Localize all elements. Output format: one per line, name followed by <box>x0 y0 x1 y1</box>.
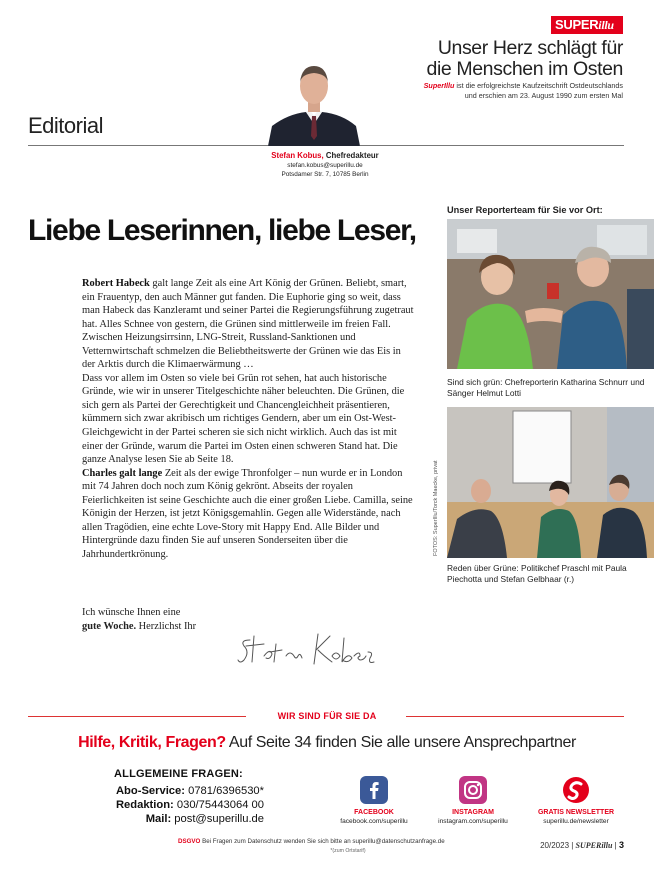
paragraph-1: Robert Habeck galt lange Zeit als eine Art König der Grünen. Beliebt, smart, ein Frauentyp, den auch Männer gut fanden. Die Euphorie ging so weit, dass man Habeck das Kanzleramt und seiner Partei die Regierungsführung zugetraut hat. Alles Schnee von gestern, die Grünen sind mittlerweile im freien Fall. Zwischen Heizungsirrsinn, LNG-Streit, Russland-Sanktionen und Vetternwirtschaft schmelzen die Beliebtheitswerte der Grünen wie das Eis in der Arktis durch die Klimaerwärmung … <box>82 278 414 371</box>
closing: Ich wünsche Ihnen eine gute Woche. Herzlichst Ihr <box>82 607 197 632</box>
paragraph-2: Dass vor allem im Osten so viele bei Grün rot sehen, hat auch historische Gründe, wie wir in unserer Titelgeschichte näher beleuchten. Die Grünen, die sich gern als Partei der Gerechtigkeit und Chancengleichheit präsentieren, kümmern sich zwar akribisch um richtiges Gendern, aber um ein Ost-West-Gleichgewicht in der Partei scheren sie sich nicht wirklich. Auch das ist mit einer der Gründe, warum die Partei im Osten einen schweren Stand hat. Die ganze Analyse lesen Sie ab Seite 18. <box>82 372 405 466</box>
facebook-link[interactable]: FACEBOOK facebook.com/superillu <box>319 776 429 826</box>
reporter-team-heading: Unser Reporterteam für Sie vor Ort: <box>447 205 603 215</box>
paragraph-3: Charles galt lange Zeit als der ewige Thronfolger – nun wurde er in London mit 74 Jahren doch noch zum König gekrönt. Abseits der royalen Feierlichkeiten ist seine Geschichte auch die einer großen Liebe. Camilla, seine Königin der Herzen, ist jetzt Königsgemahlin. Gegen alle Widerstände, nach allen Tragödien, eine echte Love-Story mit Happy End. Alle Bilder und Hintergründe dazu finden Sie auf unseren Sonderseiten über die Jahrhundertkrönung. <box>82 467 413 560</box>
photo-caption-1: Sind sich grün: Chefreporterin Katharina Schnurr und Sänger Helmut Lotti <box>447 377 645 398</box>
reporter-photo-2 <box>447 407 654 558</box>
photo-caption-2: Reden über Grüne: Politikchef Praschl mit Paula Piechotta und Stefan Gelbhaar (r.) <box>447 563 627 584</box>
contact-block <box>84 784 264 826</box>
reporter-photo-1 <box>447 219 654 369</box>
section-title: Editorial <box>28 113 103 138</box>
author-address: Potsdamer Str. 7, 10785 Berlin <box>281 171 369 178</box>
abo-service: Abo-Service: 0781/6396530* <box>115 785 264 797</box>
author-role: Chefredakteur <box>323 151 379 160</box>
superillu-logo: SUPERillu <box>551 16 623 34</box>
handwritten-signature <box>236 626 376 672</box>
page-folio: 20/2023 | SUPERillu | 3 <box>540 840 624 850</box>
dsgvo-note: DSGVO Bei Fragen zum Datenschutz wenden Sie sich bitte an superillu@datenschutzanfrage.de *(zum Ortstarif) <box>178 838 445 854</box>
instagram-icon <box>459 776 487 804</box>
slogan-line-1: Unser Herz schlägt für <box>437 37 623 59</box>
photo-credit: FOTOS: SuperIllu/Torck Maecke, privat <box>433 460 439 556</box>
mail-contact: Mail: post@superillu.de <box>145 813 264 825</box>
service-title: WIR SIND FÜR SIE DA <box>277 711 377 721</box>
facebook-icon <box>360 776 388 804</box>
author-credit <box>270 151 380 179</box>
redaktion-phone: Redaktion: 030/75443064 00 <box>115 799 264 811</box>
author-email[interactable]: stefan.kobus@superillu.de <box>287 162 363 169</box>
instagram-link[interactable]: INSTAGRAM instagram.com/superillu <box>418 776 528 826</box>
author-portrait <box>268 52 360 146</box>
masthead-subline: SuperIllu ist die erfolgreichste Kaufzeitschrift Ostdeutschlands und erschien am 23. August 1990 zum ersten Mal <box>423 81 623 100</box>
author-name: Stefan Kobus, <box>271 151 324 160</box>
newsletter-link[interactable]: GRATIS NEWSLETTER superillu.de/newsletter <box>521 776 631 826</box>
slogan-line-2: die Menschen im Osten <box>426 58 623 80</box>
headline: Liebe Leserinnen, liebe Leser, <box>28 214 416 247</box>
general-questions-title: ALLGEMEINE FRAGEN: <box>114 768 243 780</box>
newsletter-icon <box>562 776 590 804</box>
masthead-slogan <box>427 38 623 80</box>
editorial-body <box>82 277 416 561</box>
help-line: Hilfe, Kritik, Fragen? Auf Seite 34 finden Sie alle unsere Ansprechpartner <box>78 734 576 751</box>
